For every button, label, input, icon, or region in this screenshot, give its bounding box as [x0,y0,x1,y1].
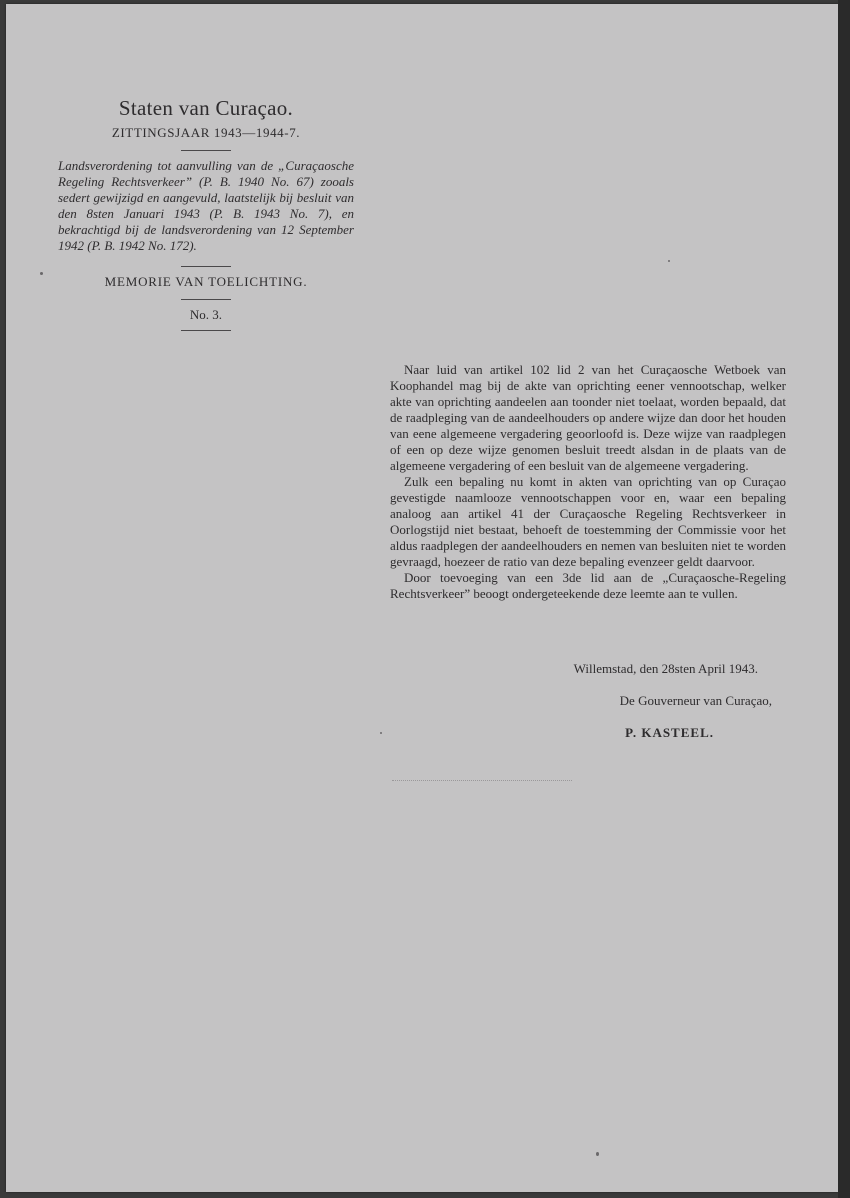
paragraph: Door toevoeging van een 3de lid aan de „Curaçaosche-Regeling Rechtsverkeer” beoogt ondergeteekende deze leemte aan te vullen. [390,570,786,601]
place-date: Willemstad, den 28sten April 1943. [573,661,758,676]
document-header [56,96,356,338]
memorie-heading: MEMORIE VAN TOELICHTING. [104,274,308,289]
paper-speck [40,272,43,275]
signature-name: P. KASTEEL. [625,725,714,740]
paragraph: Zulk een bepaling nu komt in akten van oprichting van op Curaçao gevestigde naamlooze vennootschappen voor en, waar een bepaling analoog aan artikel 41 der Curaçaosche Regeling Rechtsverkeer in Oorlogstijd niet bestaat, behoeft de toestemming der Commissie voor het aldus raadplegen der aandeelhouders en nemen van besluiten niet te worden gevraagd, hoezeer de ratio van deze bepaling evenzeer geldt daarvoor. [390,474,786,569]
faint-rule [392,780,572,781]
document-page [6,4,838,1192]
paper-speck [668,260,670,262]
page-title: Staten van Curaçao. [118,96,294,120]
paper-speck [380,732,382,734]
explanatory-text [390,362,786,602]
divider [181,299,231,300]
divider [181,150,231,151]
paper-speck [596,1152,599,1156]
ordinance-subject: Landsverordening tot aanvulling van de „Curaçaosche Regeling Rechtsverkeer” (P. B. 1940 No. 67) zooals sedert gewijzigd en aangevuld, laatstelijk bij besluit van den 8sten Januari 1943 (P. B. 1943 No. 7), en bekrachtigd bij de landsverordening van 12 September 1942 (P. B. 1942 No. 172). [58,158,354,253]
session-year: ZITTINGSJAAR 1943—1944-7. [111,125,301,140]
document-number: No. 3. [189,307,223,322]
paragraph: Naar luid van artikel 102 lid 2 van het Curaçaosche Wetboek van Koophandel mag bij de akte van oprichting eener vennootschap, welker akte van oprichting aandeelen aan toonder niet toelaat, worden bepaald, dat de raadpleging van de aandeelhouders op andere wijze dan door het houden van eene algemeene vergadering geoorloofd is. Deze wijze van raadplegen of een op deze wijze genomen besluit treedt alsdan in de plaats van de algemeene vergadering of een besluit van de algemeene vergadering. [390,362,786,473]
divider [181,330,231,331]
scan-edge [838,0,850,1198]
governor-title: De Gouverneur van Curaçao, [619,693,772,708]
divider [181,266,231,267]
